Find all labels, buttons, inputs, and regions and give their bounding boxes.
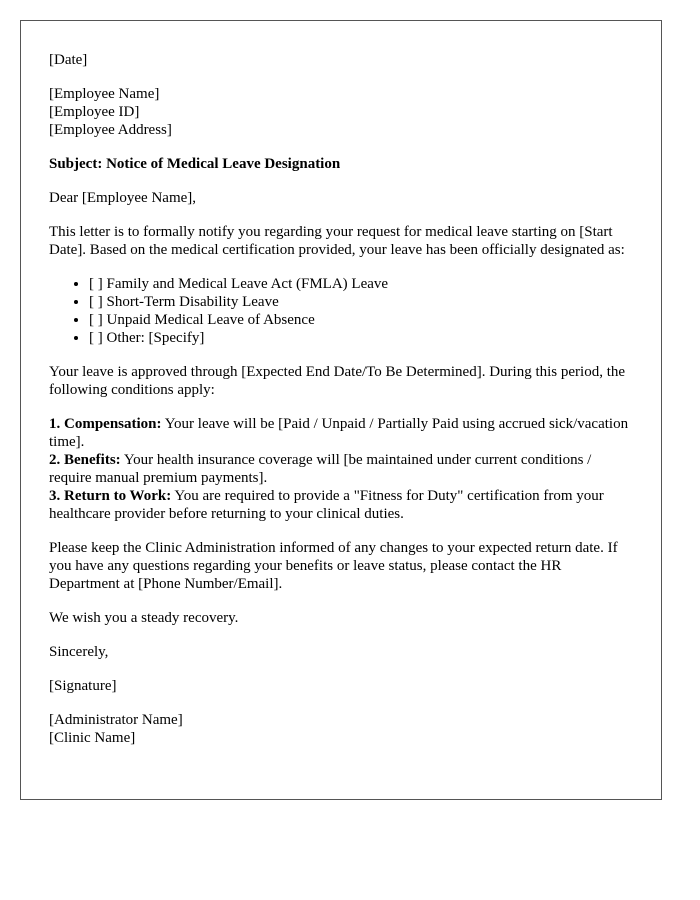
condition-label: 1. Compensation:: [49, 416, 162, 432]
recipient-id: [Employee ID]: [49, 104, 140, 120]
signature-placeholder: [Signature]: [49, 678, 117, 694]
recipient-name: [Employee Name]: [49, 86, 160, 102]
leave-option-unpaid: • [ ] Unpaid Medical Leave of Absence: [89, 311, 633, 329]
condition-label: 3. Return to Work:: [49, 488, 172, 504]
subject-line: Subject: Notice of Medical Leave Designation: [49, 156, 341, 172]
condition-label: 2. Benefits:: [49, 452, 121, 468]
signoff: Sincerely,: [49, 644, 109, 660]
intro-paragraph: This letter is to formally notify you regarding your request for medical leave starting on [Start Date]. Based on the medical certification provided, your leave has been officially designated as:: [49, 224, 625, 258]
recipient-block: [49, 85, 633, 139]
conditions-block: [49, 415, 633, 523]
sender-name: [Administrator Name]: [49, 712, 183, 728]
sender-clinic: [Clinic Name]: [49, 730, 136, 746]
salutation: Dear [Employee Name],: [49, 190, 197, 206]
condition-text: Your leave will be [Paid / Unpaid / Partially Paid using accrued sick/vacation time].: [49, 416, 629, 450]
leave-option-other: • [ ] Other: [Specify]: [89, 329, 633, 347]
approval-paragraph: Your leave is approved through [Expected End Date/To Be Determined]. During this period, the following conditions apply:: [49, 364, 626, 398]
condition-benefits: [49, 451, 633, 487]
recipient-address: [Employee Address]: [49, 122, 172, 138]
condition-return-to-work: [49, 487, 633, 523]
letter-page: [20, 20, 662, 800]
date-text: [Date]: [49, 52, 88, 68]
sender-block: [49, 711, 633, 747]
condition-compensation: [49, 415, 633, 451]
leave-option-short-term-disability: • [ ] Short-Term Disability Leave: [89, 293, 633, 311]
leave-options-list: [49, 275, 633, 347]
condition-text: Your health insurance coverage will [be maintained under current conditions / require manual premium payments].: [49, 452, 592, 486]
leave-option-fmla: • [ ] Family and Medical Leave Act (FMLA) Leave: [89, 275, 633, 293]
letter-date: [49, 51, 633, 69]
wish-line: We wish you a steady recovery.: [49, 610, 239, 626]
closing-paragraph: Please keep the Clinic Administration informed of any changes to your expected return date. If you have any questions regarding your benefits or leave status, please contact the HR Department at [Phone Number/Email].: [49, 540, 618, 592]
condition-text: You are required to provide a "Fitness for Duty" certification from your healthcare provider before returning to your clinical duties.: [49, 488, 604, 522]
